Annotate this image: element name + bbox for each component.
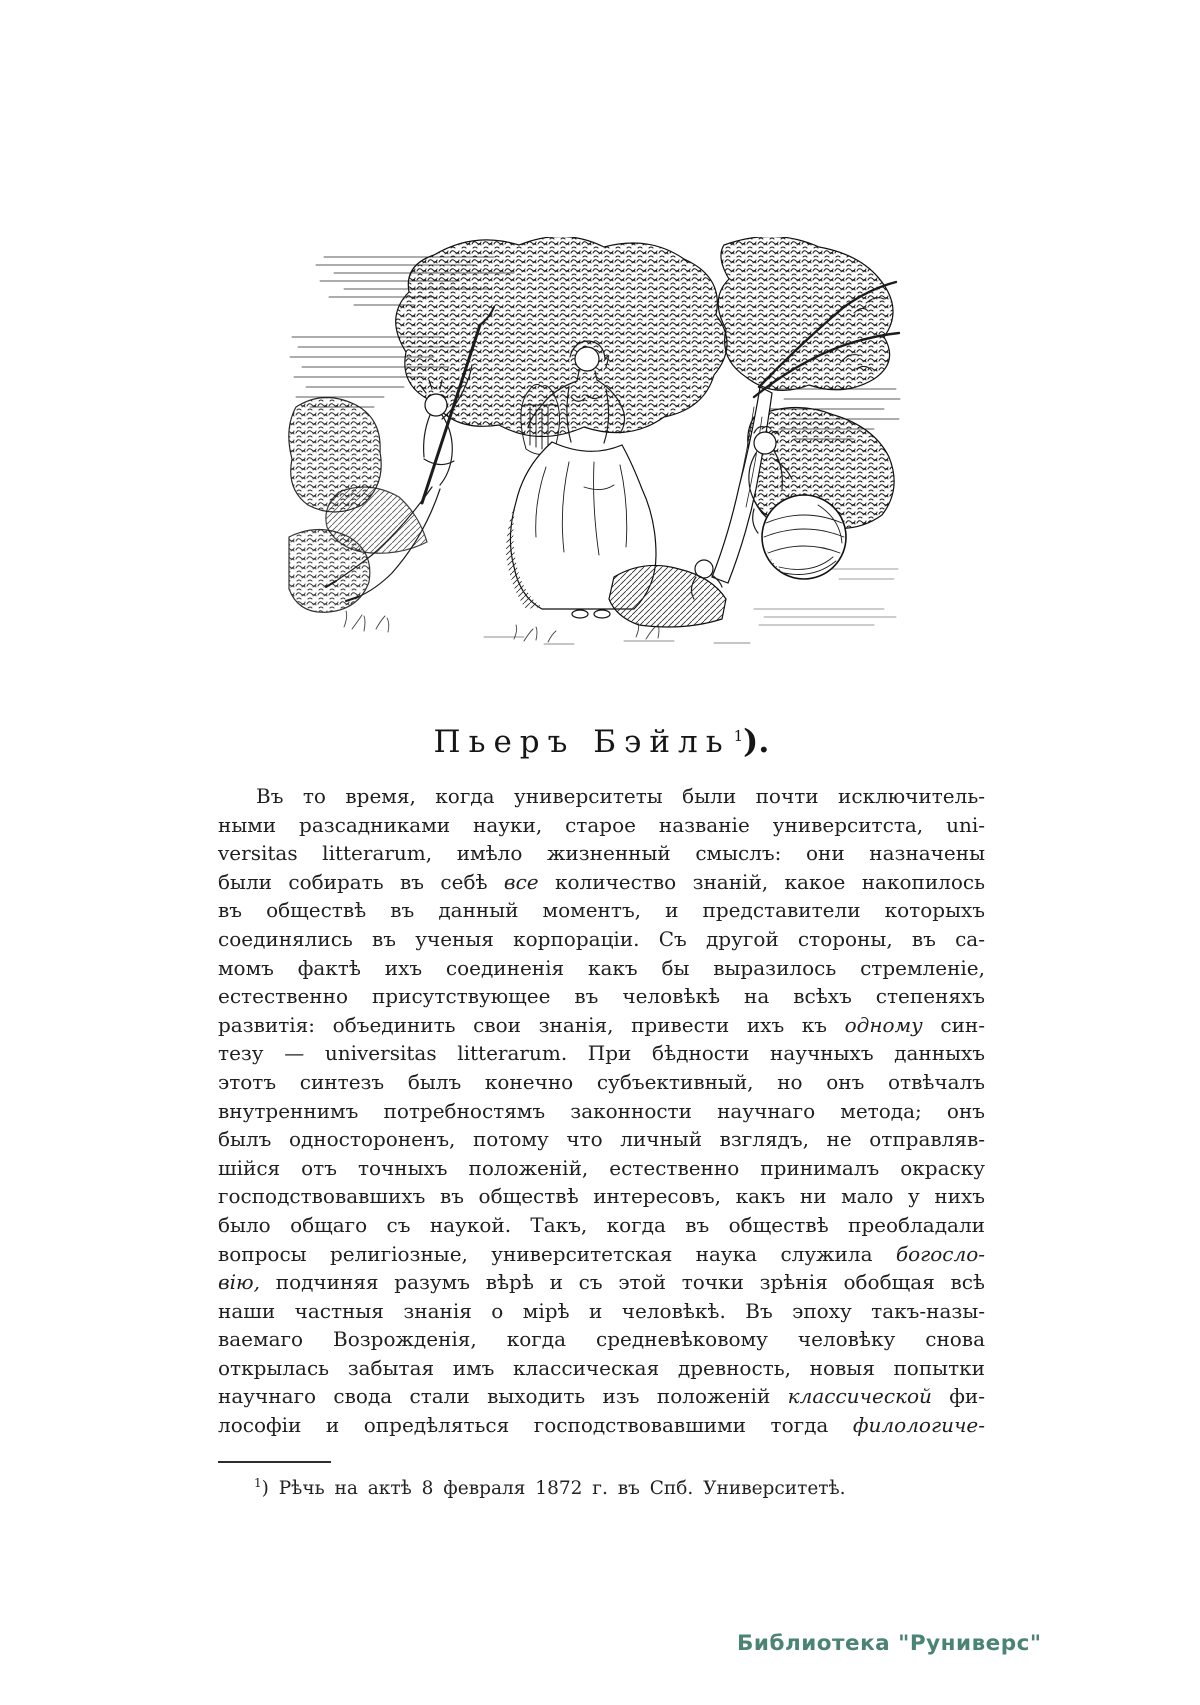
- footnote-text: ) Рѣчь на актѣ 8 февраля 1872 г. въ Спб. Университетѣ.: [261, 1478, 846, 1500]
- text-line: вопросы религіозные, университетская наука служила богосло-: [218, 1241, 985, 1266]
- text-line: шійся отъ точныхъ положеній, естественно принималъ окраску: [218, 1155, 985, 1180]
- text-line: въ обществѣ въ данный моментъ, и представители которыхъ: [218, 898, 985, 923]
- text-line: развитія: объединить свои знанія, привести ихъ къ одному син-: [218, 1012, 985, 1037]
- text-line: открылась забытая имъ классическая древность, новыя попытки: [218, 1355, 985, 1380]
- text-line: вію, подчиняя разумъ вѣрѣ и съ этой точки зрѣнія обобщая всѣ: [218, 1270, 985, 1295]
- text-line: научнаго свода стали выходить изъ положеній классической фи-: [218, 1384, 985, 1409]
- text-line: было общаго съ наукой. Такъ, когда въ обществѣ преобладали: [218, 1212, 985, 1237]
- engraving-svg: [283, 237, 905, 655]
- watermark: Библиотека "Руниверс": [737, 1631, 1042, 1656]
- text-line: внутреннимъ потребностямъ законности научнаго метода; онъ: [218, 1098, 985, 1123]
- text-line: естественно присутствующее въ человѣкѣ на всѣхъ степеняхъ: [218, 984, 985, 1009]
- text-line: были собирать въ себѣ все количество знаній, какое накопилось: [218, 869, 985, 894]
- title-footnote-ref: 1: [733, 726, 744, 745]
- footnote-marker: 1: [254, 1476, 262, 1490]
- page-title: [218, 722, 985, 760]
- text-line: Въ то время, когда университеты были почти исключитель-: [256, 784, 985, 808]
- text-line: тезу — universitas litterarum. При бѣдности научныхъ данныхъ: [218, 1041, 985, 1066]
- text-line: наши частныя знанія о мірѣ и человѣкѣ. Въ эпоху такъ-назы-: [218, 1298, 985, 1323]
- text-line: былъ одностороненъ, потому что личный взглядъ, не отправляв-: [218, 1127, 985, 1152]
- title-text: Пьеръ Бэйль: [433, 724, 731, 760]
- text-line: ными разсадниками науки, старое названіе университста, uni-: [218, 812, 985, 837]
- engraving-illustration: [283, 237, 905, 655]
- footnote: [218, 1470, 985, 1502]
- text-line: ваемаго Возрожденія, когда средневѣковому человѣку снова: [218, 1327, 985, 1352]
- text-line: соединялись въ ученыя корпораціи. Съ другой стороны, въ са-: [218, 926, 985, 951]
- text-line: versitas litterarum, имѣло жизненный смыслъ: они назначены: [218, 841, 985, 866]
- footnote-rule: [218, 1461, 331, 1463]
- text-line: господствовавшихъ въ обществѣ интересовъ, какъ ни мало у нихъ: [218, 1184, 985, 1209]
- title-footnote-paren: ).: [743, 722, 770, 760]
- text-line: момъ фактѣ ихъ соединенія какъ бы выразилось стремленіе,: [218, 955, 985, 980]
- text-line: лософіи и опредѣляться господствовавшими тогда филологиче-: [218, 1413, 985, 1438]
- text-line: этотъ синтезъ былъ конечно субъективный, но онъ отвѣчалъ: [218, 1069, 985, 1094]
- body-text: [218, 782, 985, 1440]
